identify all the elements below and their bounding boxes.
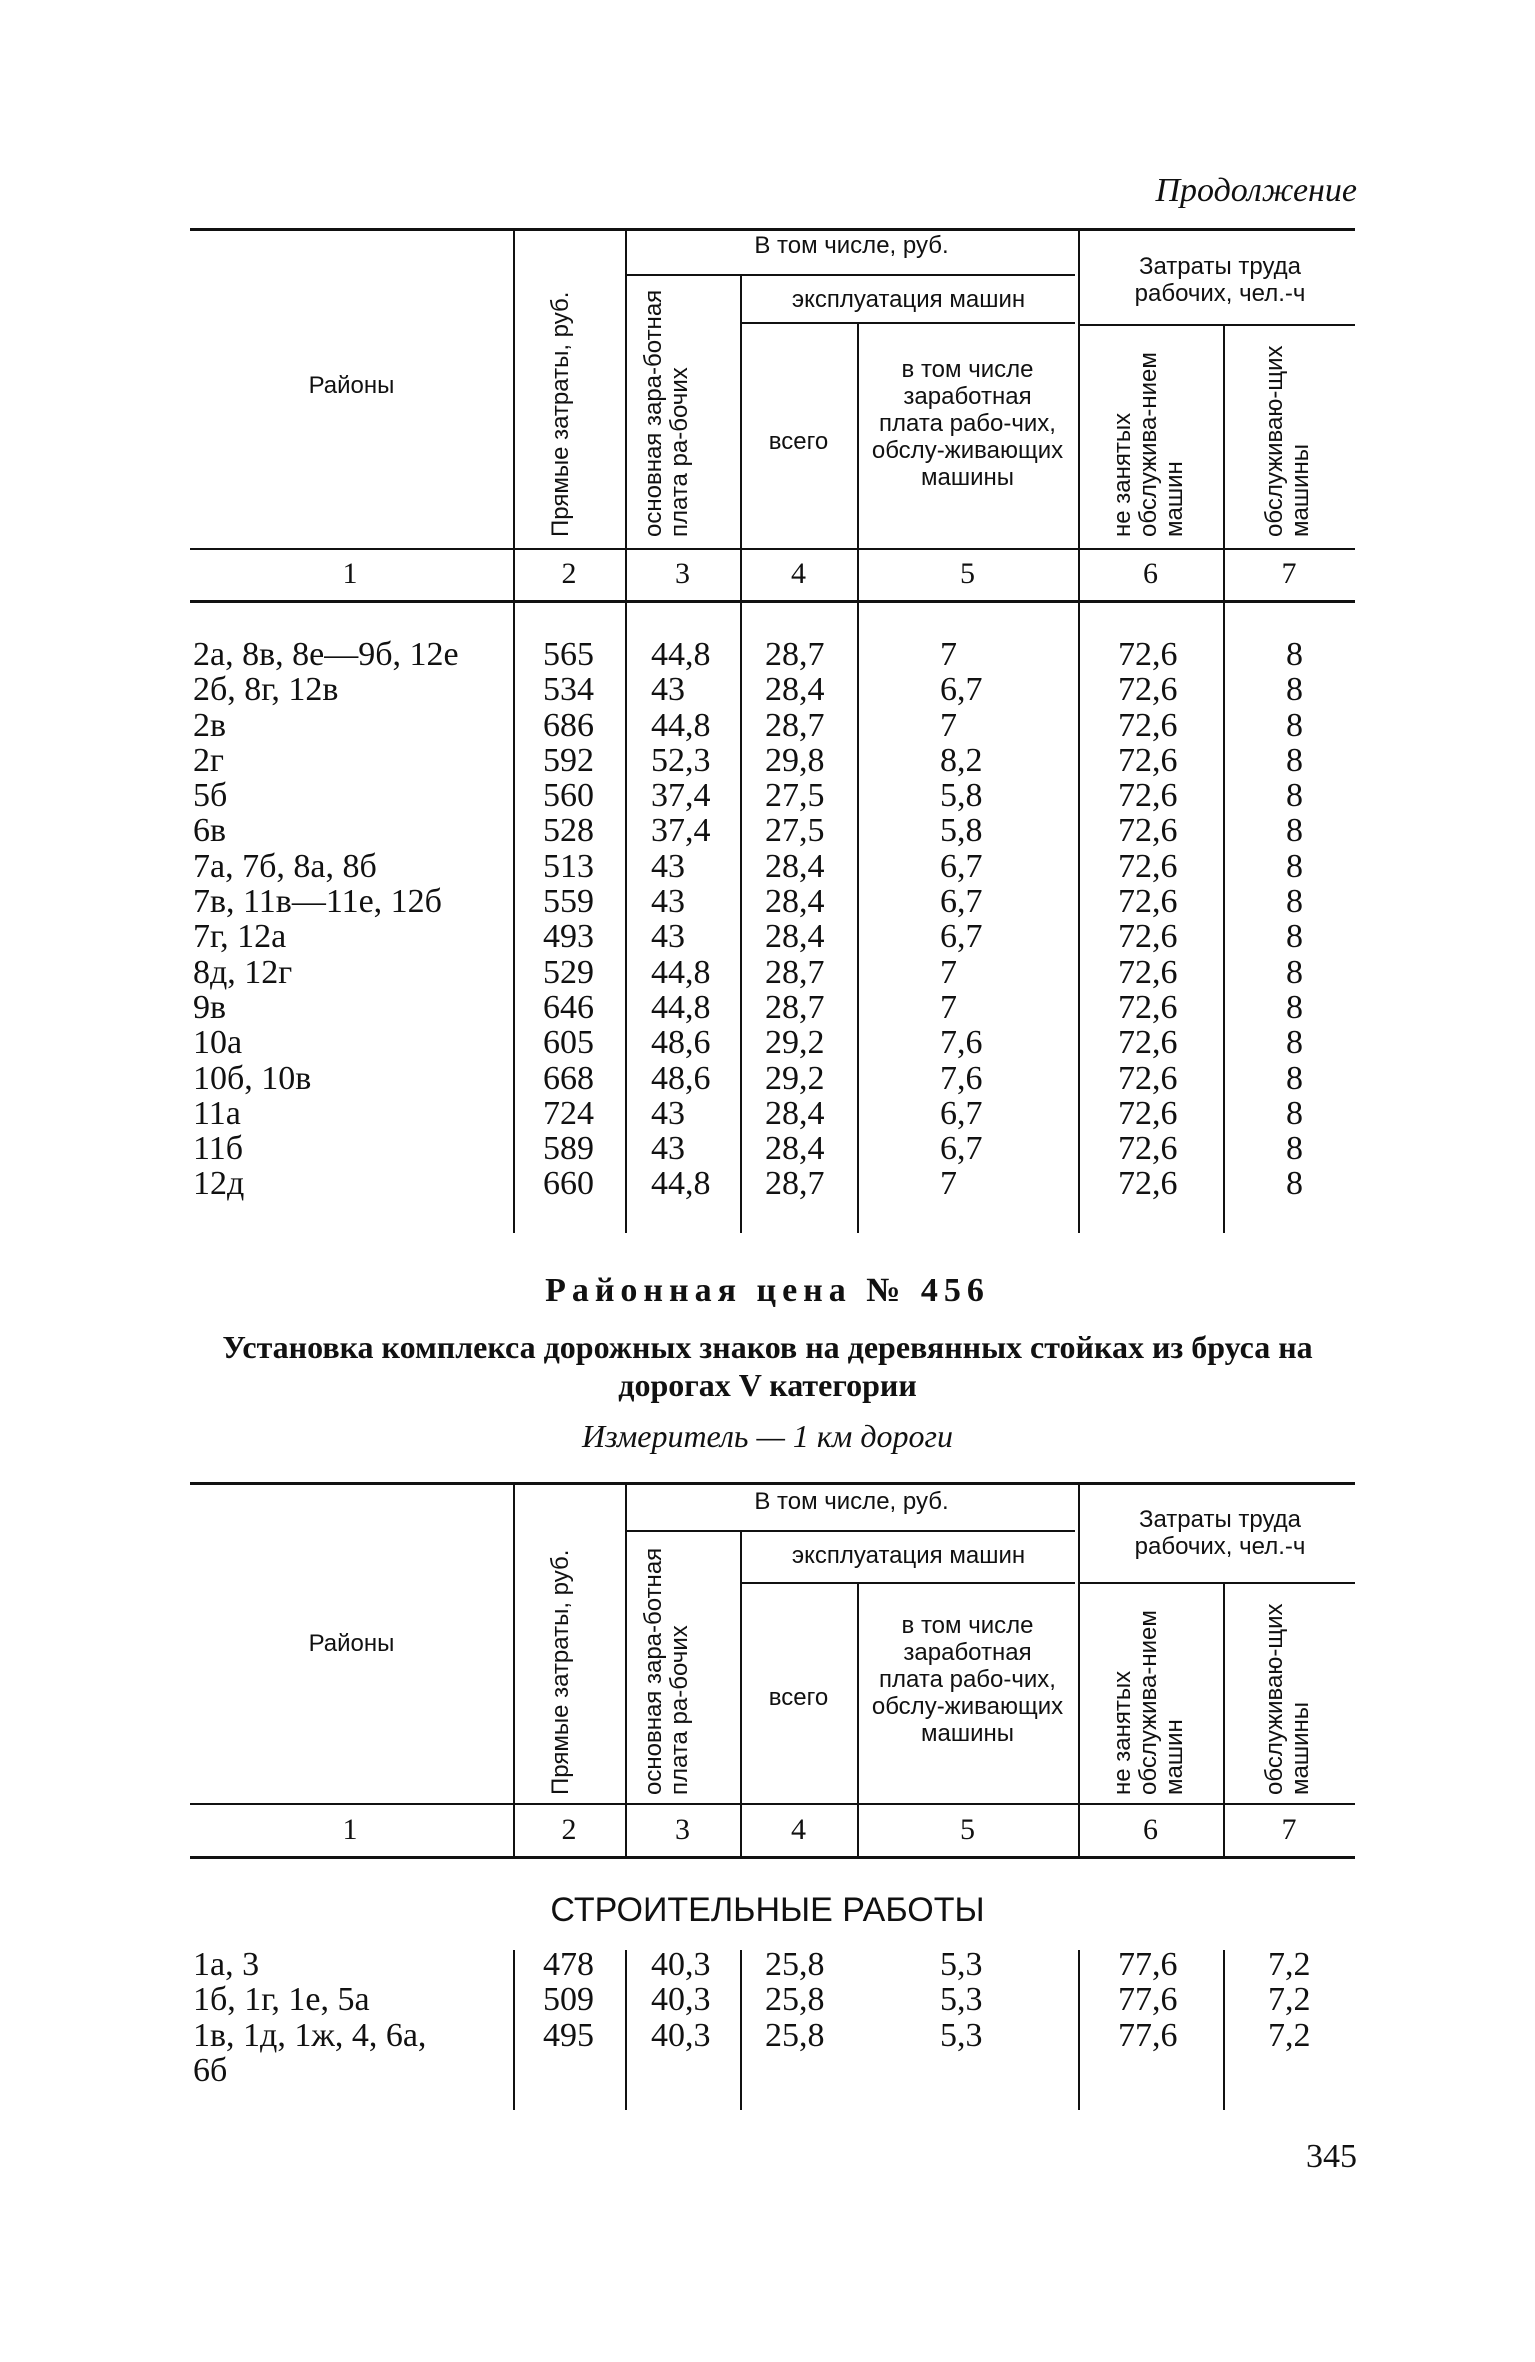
regions-header: Районы — [308, 372, 395, 399]
table1-serving: 8 8 8 8 8 8 8 8 8 8 8 8 8 8 8 8 — [1286, 636, 1303, 1203]
table2-not-busy: 77,6 77,6 77,6 — [1118, 1946, 1178, 2054]
not-busy-header: не занятых обслужива-нием машин — [1109, 352, 1188, 537]
total-header-2: всего — [768, 1684, 829, 1711]
table2-total: 25,8 25,8 25,8 — [765, 1946, 825, 2054]
table2-direct: 478 509 495 — [543, 1946, 594, 2054]
table1-not-busy: 72,6 72,6 72,6 72,6 72,6 72,6 72,6 72,6 72,6 72,6 72,6 72,6 72,6 72,6 72,6 72,6 — [1118, 636, 1178, 1203]
table1-direct: 565 534 686 592 560 528 513 559 493 529 646 605 668 724 589 660 — [543, 636, 594, 1203]
labor-header-2: Затраты труда рабочих, чел.-ч — [1134, 1506, 1306, 1560]
incl-wage-header-2: в том числе заработная плата рабо-чих, обслу-живающих машины — [871, 1612, 1064, 1747]
table1-total: 28,7 28,4 28,7 29,8 27,5 27,5 28,4 28,4 28,4 28,7 28,7 29,2 29,2 28,4 28,4 28,7 — [765, 636, 825, 1203]
base-wage-header-2: основная зара-ботная плата ра-бочих — [640, 1547, 693, 1795]
table2-regions: 1а, 3 1б, 1г, 1е, 5а 1в, 1д, 1ж, 4, 6а, 6б — [193, 1946, 427, 2089]
including-header: В том числе, руб. — [754, 232, 949, 259]
price-title: Районная цена № 456 — [545, 1272, 990, 1309]
table2-incl: 5,3 5,3 5,3 — [940, 1946, 983, 2054]
continuation-label: Продолжение — [1155, 172, 1357, 209]
machine-operation-header-2: эксплуатация машин — [791, 1542, 1026, 1569]
direct-costs-header: Прямые затраты, руб. — [547, 291, 574, 537]
page-number: 345 — [1306, 2138, 1357, 2175]
serving-header: обслуживаю-щих машины — [1261, 345, 1314, 537]
measure-label: Измеритель — 1 км дороги — [582, 1418, 953, 1454]
machine-operation-header: эксплуатация машин — [791, 286, 1026, 313]
base-wage-header: основная зара-ботная плата ра-бочих — [640, 289, 693, 537]
section-title: СТРОИТЕЛЬНЫЕ РАБОТЫ — [550, 1891, 985, 1929]
price-subtitle: Установка комплекса дорожных знаков на деревянных стойках из бруса на дорогах V категории — [222, 1329, 1313, 1403]
serving-header-2: обслуживаю-щих машины — [1261, 1603, 1314, 1795]
table1-wage: 44,8 43 44,8 52,3 37,4 37,4 43 43 43 44,8 44,8 48,6 48,6 43 43 44,8 — [651, 636, 711, 1203]
table2-wage: 40,3 40,3 40,3 — [651, 1946, 711, 2054]
total-header: всего — [768, 428, 829, 455]
labor-header: Затраты труда рабочих, чел.-ч — [1134, 253, 1306, 307]
regions-header-2: Районы — [308, 1630, 395, 1657]
table1-regions: 2а, 8в, 8е—9б, 12е 2б, 8г, 12в 2в 2г 5б 6в 7а, 7б, 8а, 8б 7в, 11в—11е, 12б 7г, 12а 8д, 12г 9в 10а 10б, 10в 11а 11б 12д — [193, 636, 459, 1203]
including-header-2: В том числе, руб. — [754, 1488, 949, 1515]
incl-wage-header: в том числе заработная плата рабо-чих, обслу-живающих машины — [871, 356, 1064, 491]
table1-incl: 7 6,7 7 8,2 5,8 5,8 6,7 6,7 6,7 7 7 7,6 7,6 6,7 6,7 7 — [940, 636, 983, 1203]
not-busy-header-2: не занятых обслужива-нием машин — [1109, 1610, 1188, 1795]
direct-costs-header-2: Прямые затраты, руб. — [547, 1549, 574, 1795]
table2-serving: 7,2 7,2 7,2 — [1268, 1946, 1311, 2054]
